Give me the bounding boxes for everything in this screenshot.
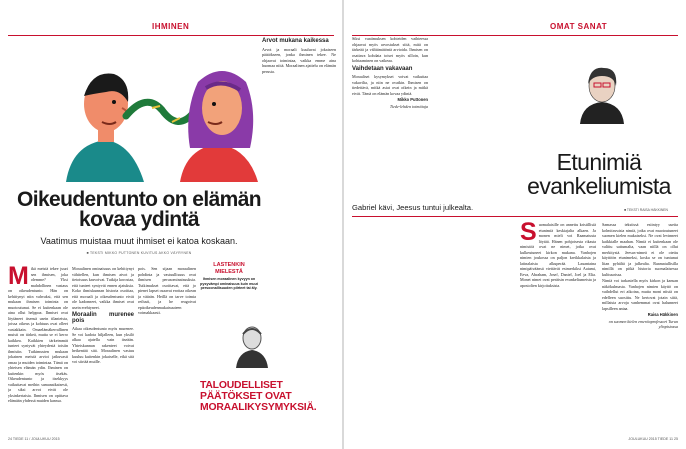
subhead-rule	[352, 216, 678, 217]
column-2-text: Moraalinen ominaisuus on kehittynyt vähitellen, kun ihmisen aivot ja tietoisuus kasvoivat. Tutkija korostaa, että tunteet syntyvät ennen ajatuksia. Koko ihmiskunnan historia osoittaa, että moraali ja oikeudentunto eivät ole kadonneet, vaikka ihmiset ovat usein erehtyneet.	[72, 266, 134, 310]
article-credits: ■ TEKSTI MIKKO PUTTONEN KUVITUS AKKO VÄYRYNEN	[86, 251, 192, 255]
dropcap: S	[520, 222, 537, 246]
article-headline: Oikeudentunto on elämän kovaa ydintä	[16, 188, 262, 231]
pull-quote: TALOUDELLISET PÄÄTÖKSET OVAT MORAALIKYSYMYKSIÄ.	[200, 380, 317, 413]
author-portrait	[232, 320, 272, 368]
sidebar-box	[200, 262, 258, 291]
columnist-role: on suomen kielen emeritaprofessori Turun yliopistossa	[608, 318, 678, 329]
left-col-4-text: Siksi vaatimuksen kohteiden vaihteessa ohjaavat myös arvostukset siitä, mitä on tärkeää ja välttämätöntä arvioida. Ihmisen on osattava kohdata toiset myös silloin, kun kohtaaminen on vaikeaa.	[352, 36, 428, 63]
column-3-text: pois. Sen sijaan moraalinen pohdinta ja vastuullisuus ovat ihmisen perusominaisuuksia. Tutkimukset osoittavat, että jo pienet lapset osaavat erottaa oikean ja väärän. Heillä on tarve toimia reilusti, ja he reagoivat epäoikeudenmukaisuuteen voimakkaasti.	[138, 266, 196, 315]
woman-figure	[180, 71, 258, 182]
column-2-heading: Moraalin murenee pois	[72, 312, 134, 324]
author-signature: Mikko Puttonen	[397, 97, 428, 102]
man-figure	[66, 73, 144, 182]
left-col-4-heading: Vaihdetaan vakavaan	[352, 65, 413, 72]
column-b	[520, 222, 596, 432]
column-subhead: Gabriel kävi, Jeesus tuntui julkealta.	[352, 203, 474, 212]
column-c-text-2: Nimiä voi tarkastella myös kirkon ja kansan näkökulmasta. Vanhojen nimien käyttö on vaihdellut eri aikoina, mutta moni niistä on edelleen suosittu. Ne kertovat jotain siitä, millaisia arvoja vanhemmat ovat halunneet lapsilleen antaa.	[602, 278, 678, 311]
sidebar-body: Ihmisen moraalinen kyvyyn on pysyvämpi ominaisuus kuin muut persoonallisuuden piirteet tai äly.	[200, 277, 258, 291]
column-headline: Etunimiä evankeliumista	[527, 149, 671, 199]
column-3-text-2: Arvot ja moraali kuuluvat jokaiseen päätökseen, jonka ihminen tekee. Ne ohjaavat toimintaa, vaikka emme aina huomaa niitä. Moraalinen ajattelu on elämän perusta.	[262, 46, 336, 74]
illustration	[62, 52, 262, 182]
column-3	[138, 266, 196, 432]
column-c-text: Samassa tekstissä esiintyy useita kolmitavuisia nimiä, jotka ovat muotoutuneet suomen kielen mukaiseksi. Ne ovat levinneet kaikkialle maahan. Nimiä ei kuitenkaan ole valittu sattumalta, vaan niillä on ollut merkitystä. Jeesus-nimeä ei ole otettu käyttöön etunimeksi, koska se on tuntunut liian pyhältä ja julkealta. Raamatullisilla nimillä on pitkä historia suomalaisessa kulttuurissa.	[602, 222, 678, 277]
column-c	[602, 222, 678, 432]
section-label: IHMINEN	[152, 22, 190, 31]
column-a	[352, 36, 428, 196]
column-1	[8, 266, 68, 432]
column-credit: ■ TEKSTI RAISA HÄKKINEN	[624, 208, 669, 212]
page-footer: 24 TIEDE 11 / JOULUKUU 2015	[8, 437, 60, 441]
author-role: Tiede-lehden toimittaja	[389, 103, 428, 109]
page-footer: JOULUKUU 2015 TIEDE 11 25	[628, 437, 678, 441]
column-2	[72, 266, 134, 432]
section-label: OMAT SANAT	[550, 22, 608, 31]
sidebar-title: LASTENKIN MIELESTÄ	[213, 262, 245, 275]
article-subhead: Vaatimus muistaa muut ihmiset ei katoa koskaan.	[40, 236, 238, 246]
column-1-text: ikä meistä tekee juuri sen ihmisen, joka olemme? Yksi mahdollinen vastaus on oikeudentunto. Hän on kehittynyt niin vahvaksi, että sen mukaan ihmisen toiminta on muotoutunut. Se ei kuitenkaan ole aina ollut helppoa. Ihmiset ovat löytäneet itsensä usein tilanteista, joissa oikeus ja kohtuus ovat olleet vastakkain. Omaelämäkerrallinen muisti on tärkeä, mutta se ei kerro kaikkea. Kaikkien tärkeimmät tunteet syntyvät yhteydestä toisiin ihmisiin. Tutkimusten mukaan jokainen meistä arvioi jatkuvasti omaa ja muiden toimintaa. Tämä on yhteisen elämän ydin. Ihminen on kuitenkin myös itsekäs. Oikeudentunto ja itsekkyys vaikuttavat meihin samanaikaisesti, ja siksi arvot eivät ole yksinkertaisia. Ihmisen on opittava elämään yhdessä muiden kanssa.	[8, 266, 68, 403]
column-3-heading: Arvot mukana kaikessa	[262, 38, 329, 44]
left-col-4-text-2: Moraaliset kysymykset voivat vaikuttaa vakavilta, ja niin ne ovatkin. Ihmisen on tiedettävä, mitkä asiat ovat oikein ja mitkä eivät. Tämä on elämän kovaa ydintä.	[352, 74, 428, 96]
right-page	[344, 0, 686, 449]
column-3b	[262, 36, 336, 186]
left-page	[0, 0, 342, 449]
dropcap: M	[8, 266, 29, 290]
columnist-signature: Raisa Häkkinen	[647, 312, 678, 317]
column-b-text: uomalaisille on annettu kristillisiä etunimiä keskiajalta alkaen. Ja monen mieli voi Raamatusta löytää. Hänen pohjoisesta rikasta nimistöä ovat ne nimet, jotka ovat kulkeutuneet kirkon mukana. Vanhojen nimien joukossa on paljon kreikkalaista ja latinalaista alkuperää. Lauantaina nimipäiväänsä viettävät esimerkiksi Aatami, Eeva, Abraham, Josef, Daniel, Joel ja Elia. Monet nimet ovat peräisin evankeliumeista ja apostolien kirjoituksista.	[520, 222, 596, 288]
column-2-text-2: Aikaa oikeudentunto myös murenee. Se voi kadota hiljalleen, kun yksilö alkaa ajatella vain itseään. Yhteiskunnan rakenteet voivat heikentää sitä. Moraalinen vastuu kuuluu kuitenkin jokaiselle, eikä sitä voi siirtää muille.	[72, 326, 134, 364]
author-photo	[576, 62, 628, 124]
